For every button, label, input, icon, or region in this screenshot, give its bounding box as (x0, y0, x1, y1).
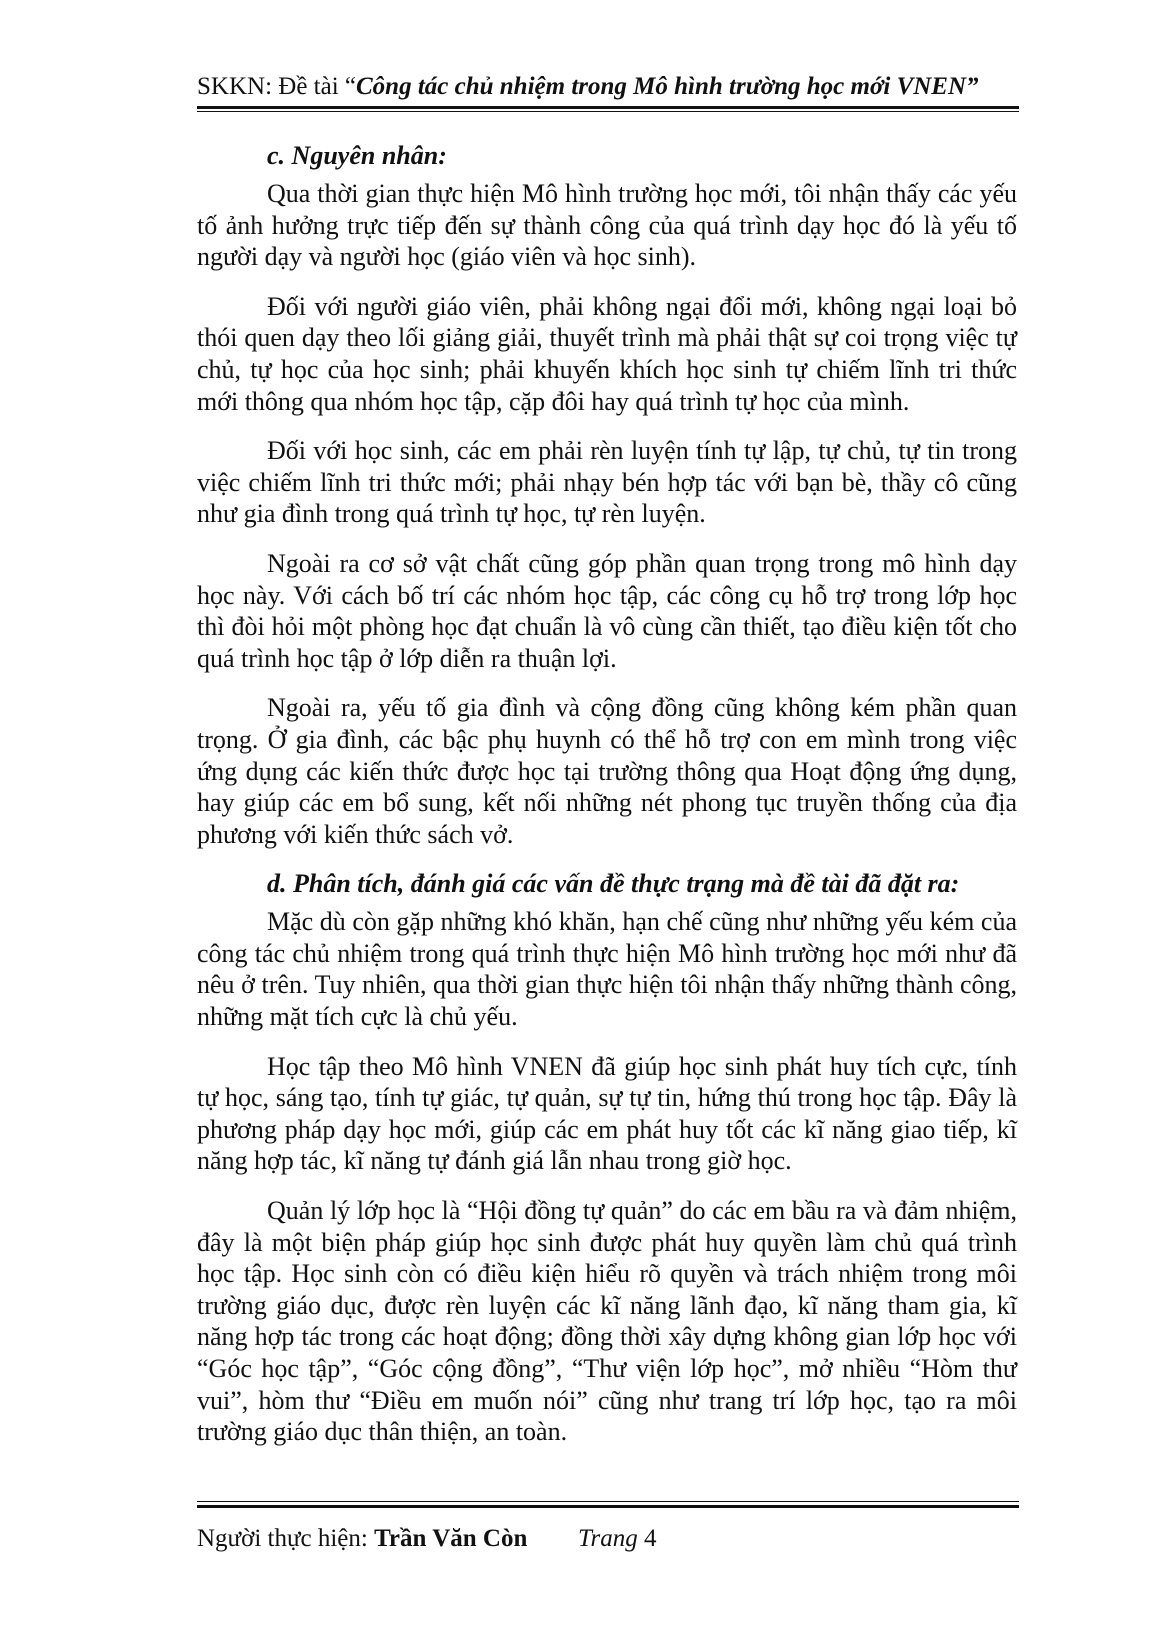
page-header (197, 72, 1017, 102)
paragraph: Đối với học sinh, các em phải rèn luyện tính tự lập, tự chủ, tự tin trong việc chiếm lĩnh tri thức mới; phải nhạy bén hợp tác với bạn bè, thầy cô cũng như gia đình trong quá trình tự học, tự rèn luyện. (197, 436, 1017, 529)
page-footer (197, 1524, 1017, 1554)
paragraph: Quản lý lớp học là “Hội đồng tự quản” do các em bầu ra và đảm nhiệm, đây là một biện pháp giúp học sinh được phát huy quyền làm chủ quá trình học tập. Học sinh còn có điều kiện hiểu rõ quyền và trách nhiệm trong môi trường giáo dục, được rèn luyện các kĩ năng lãnh đạo, kĩ năng tham gia, kĩ năng hợp tác trong các hoạt động; đồng thời xây dựng không gian lớp học với “Góc học tập”, “Góc cộng đồng”, “Thư viện lớp học”, mở nhiều “Hòm thư vui”, hòm thư “Điều em muốn nói” cũng như trang trí lớp học, tạo ra môi trường giáo dục thân thiện, an toàn. (197, 1196, 1017, 1447)
footer-author-label: Người thực hiện: (197, 1525, 375, 1552)
footer-rule-thick (197, 1505, 1019, 1508)
footer-author-name: Trần Văn Còn (374, 1525, 528, 1552)
paragraph: Đối với người giáo viên, phải không ngại đổi mới, không ngại loại bỏ thói quen dạy theo lối giảng giải, thuyết trình mà phải thật sự coi trọng việc tự chủ, tự học của học sinh; phải khuyến khích học sinh tự chiếm lĩnh tri thức mới thông qua nhóm học tập, cặp đôi hay quá trình tự học của mình. (197, 291, 1017, 416)
paragraph: Mặc dù còn gặp những khó khăn, hạn chế cũng như những yếu kém của công tác chủ nhiệm trong quá trình thực hiện Mô hình trường học mới như đã nêu ở trên. Tuy nhiên, qua thời gian thực hiện tôi nhận thấy những thành công, những mặt tích cực là chủ yếu. (197, 907, 1017, 1032)
section-causes (197, 140, 1017, 850)
header-rule-thin (197, 111, 1019, 112)
page-word: Trang (578, 1525, 638, 1552)
page-number: 4 (644, 1525, 657, 1552)
paragraph: Ngoài ra cơ sở vật chất cũng góp phần quan trọng trong mô hình dạy học này. Với cách bố trí các nhóm học tập, các công cụ hỗ trợ trong lớp học thì đòi hỏi một phòng học đạt chuẩn là vô cùng cần thiết, tạo điều kiện tốt cho quá trình học tập ở lớp diễn ra thuận lợi. (197, 548, 1017, 673)
header-title: Công tác chủ nhiệm trong Mô hình trường học mới VNEN” (356, 73, 979, 100)
section-heading: d. Phân tích, đánh giá các vấn đề thực trạng mà đề tài đã đặt ra: (267, 869, 960, 899)
section-heading: c. Nguyên nhân: (267, 141, 447, 170)
paragraph: Học tập theo Mô hình VNEN đã giúp học sinh phát huy tích cực, tính tự học, sáng tạo, tính tự giác, tự quản, sự tự tin, hứng thú trong học tập. Đây là phương pháp dạy học mới, giúp các em phát huy tốt các kĩ năng giao tiếp, kĩ năng hợp tác, kĩ năng tự đánh giá lẫn nhau trong giờ học. (197, 1051, 1017, 1176)
paragraph: Qua thời gian thực hiện Mô hình trường học mới, tôi nhận thấy các yếu tố ảnh hưởng trực tiếp đến sự thành công của quá trình dạy học đó là yếu tố người dạy và người học (giáo viên và học sinh). (197, 179, 1017, 272)
section-analysis (197, 868, 1017, 1448)
page-number-label (578, 1524, 657, 1554)
document-body (197, 140, 1017, 1466)
paragraph: Ngoài ra, yếu tố gia đình và cộng đồng cũng không kém phần quan trọng. Ở gia đình, các bậc phụ huynh có thể hỗ trợ con em mình trong việc ứng dụng các kiến thức được học tại trường thông qua Hoạt động ứng dụng, hay giúp các em bổ sung, kết nối những nét phong tục truyền thống của địa phương với kiến thức sách vở. (197, 693, 1017, 849)
header-rule-thick (197, 106, 1019, 109)
footer-rule-thin (197, 1501, 1019, 1502)
header-prefix: SKKN: Đề tài “ (197, 73, 356, 100)
